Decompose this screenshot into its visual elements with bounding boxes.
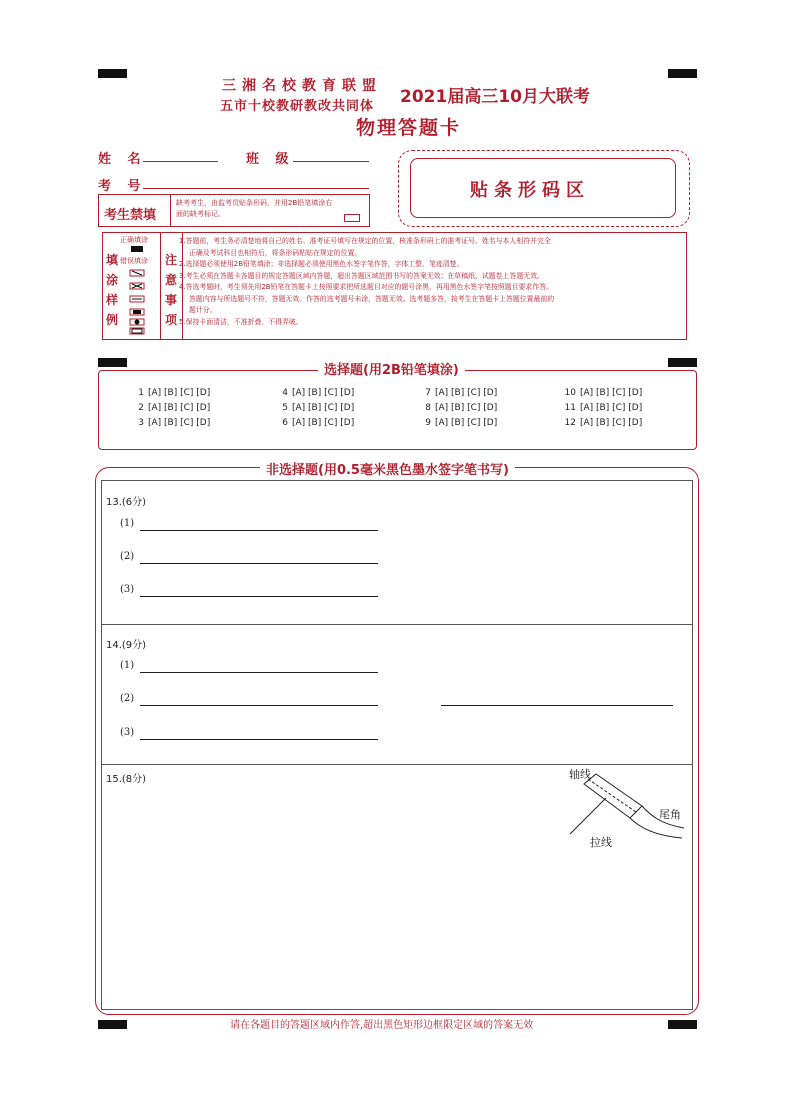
choice-options[interactable]: [A] [B] [C] [D] [435,403,498,413]
choice-question-number: 10 [564,388,576,398]
exam-no-label: 考 号 [98,179,141,194]
notice-item: 答题内容与所选题号不符，答题无效。作答的选考题号未涂，答题无效。选考题多答，按考生在答题卡上答题位置最前的 [189,294,555,303]
choice-options[interactable]: [A] [B] [C] [D] [580,388,643,398]
choice-question-number: 11 [564,403,576,413]
timing-mark-bottom-right [668,1020,697,1029]
absent-note: 缺考考生，由监考员贴条形码，并用2B铅笔填涂右面的缺考标记。 [176,199,333,218]
choice-options[interactable]: [A] [B] [C] [D] [148,403,211,413]
q13-part-3-label: (3) [120,584,135,595]
choice-options[interactable]: [A] [B] [C] [D] [148,388,211,398]
choice-options[interactable]: [A] [B] [C] [D] [292,418,355,428]
choice-question-12[interactable] [560,418,642,428]
q14-part-3-label: (3) [120,727,135,738]
q13-q14-divider [101,624,693,625]
choice-question-number: 8 [425,403,431,413]
choice-question-number: 4 [282,388,288,398]
choice-question-6[interactable] [274,418,354,428]
choice-question-11[interactable] [560,403,642,413]
timing-mark-top-right [668,69,697,78]
q13-part-2-label: (2) [120,551,135,562]
diagram-label-tail: 尾角 [659,808,681,821]
q14-part-2-line-a[interactable] [140,705,378,706]
q14-part-1-label: (1) [120,660,135,671]
alliance-name: 三湘名校教育联盟 [222,78,382,94]
footer-warning: 请在各题目的答题区域内作答,超出黑色矩形边框限定区域的答案无效 [230,1020,534,1031]
notice-item: 3.考生必须在答题卡各题目的规定答题区域内答题，超出答题区域范围书写的答案无效；在草稿纸、试题卷上答题无效。 [179,271,544,280]
choice-question-number: 1 [138,388,144,398]
timing-mark-top-left [98,69,127,78]
choice-options[interactable]: [A] [B] [C] [D] [435,418,498,428]
alliance-subname: 五市十校教研教改共同体 [220,99,375,114]
choice-question-8[interactable] [417,403,497,413]
q14-part-3-line[interactable] [140,739,378,740]
absent-divider [170,194,171,227]
free-section-inner [101,480,693,1010]
choice-question-number: 3 [138,418,144,428]
q15-label: 15.(8分) [106,774,147,785]
choice-options[interactable]: [A] [B] [C] [D] [435,388,498,398]
choice-options[interactable]: [A] [B] [C] [D] [148,418,211,428]
correct-fill-sample [131,246,143,252]
choice-question-number: 2 [138,403,144,413]
choice-question-number: 12 [564,418,576,428]
exam-name: 2021届高三10月大联考 [400,87,590,107]
name-label: 姓 名 [98,152,141,167]
notice-item: 2.选择题必须使用2B铅笔填涂；非选择题必须使用黑色水签字笔作答，字体工整、笔迹清楚。 [179,260,464,268]
choice-question-number: 7 [425,388,431,398]
wrong-fill-samples [128,268,148,336]
q13-part-3-line[interactable] [140,596,378,597]
choice-question-3[interactable] [130,418,210,428]
choice-question-number: 6 [282,418,288,428]
notice-side-label: 注 意 事 项 [165,253,178,327]
absent-mark-bubble[interactable] [344,214,360,222]
barcode-area-label: 贴条形码区 [470,180,590,201]
notice-item: 题计分。 [189,306,217,314]
choice-question-4[interactable] [274,388,354,398]
notice-item: 5.保持卡面清洁，不准折叠、不得弄破。 [179,317,303,326]
timing-mark-mid-right [668,358,697,367]
timing-mark-mid-left [98,358,127,367]
page-title: 物理答题卡 [356,117,462,139]
choice-options[interactable]: [A] [B] [C] [D] [580,403,643,413]
diagram-label-axis: 轴线 [569,768,591,781]
choice-options[interactable]: [A] [B] [C] [D] [580,418,643,428]
choice-question-7[interactable] [417,388,497,398]
q13-part-1-label: (1) [120,518,135,529]
q14-part-2-line-b[interactable] [441,705,673,706]
q14-part-2-label: (2) [120,693,135,704]
choice-question-number: 5 [282,403,288,413]
diagram-label-rope: 拉线 [590,836,612,849]
notice-item: 正确及考试科目也相符后，将条形码粘贴在规定的位置。 [189,248,362,257]
choice-question-9[interactable] [417,418,497,428]
q13-part-1-line[interactable] [140,530,378,531]
timing-mark-bottom-left [98,1020,127,1029]
q13-part-2-line[interactable] [140,563,378,564]
fill-sample-side-label: 填 涂 样 例 [106,253,119,327]
choice-question-10[interactable] [560,388,642,398]
sample-divider [160,232,161,340]
choice-question-number: 9 [425,418,431,428]
free-section-title: 非选择题(用0.5毫米黑色墨水签字笔书写) [260,459,515,478]
q13-label: 13.(6分) [106,497,147,508]
choice-question-5[interactable] [274,403,354,413]
class-field[interactable] [293,161,369,162]
class-label: 班 级 [246,152,289,167]
correct-fill-label: 正确填涂 [120,236,148,244]
notice-item: 4.答选考题时，考生须先用2B铅笔在答题卡上按照要求把所选题目对应的题号涂黑，再用黑色水签字笔按照题目要求作答。 [179,283,553,291]
choice-question-2[interactable] [130,403,210,413]
q14-label: 14.(9分) [106,640,147,651]
wrong-fill-label: 错误填涂 [120,257,148,265]
name-field[interactable] [143,161,218,162]
notice-list [179,236,683,328]
absent-label: 考生禁填 [104,208,157,223]
choice-options[interactable]: [A] [B] [C] [D] [292,403,355,413]
q14-part-1-line[interactable] [140,672,378,673]
notice-item: 1.答题前，考生务必清楚地将自己的姓名、准考证号填写在规定的位置，核准条形码上的准考证号、姓名与本人相符并完全 [179,237,551,245]
choice-section-title: 选择题(用2B铅笔填涂) [318,359,465,378]
choice-options[interactable]: [A] [B] [C] [D] [292,388,355,398]
exam-no-field[interactable] [143,188,369,189]
choice-question-1[interactable] [130,388,210,398]
